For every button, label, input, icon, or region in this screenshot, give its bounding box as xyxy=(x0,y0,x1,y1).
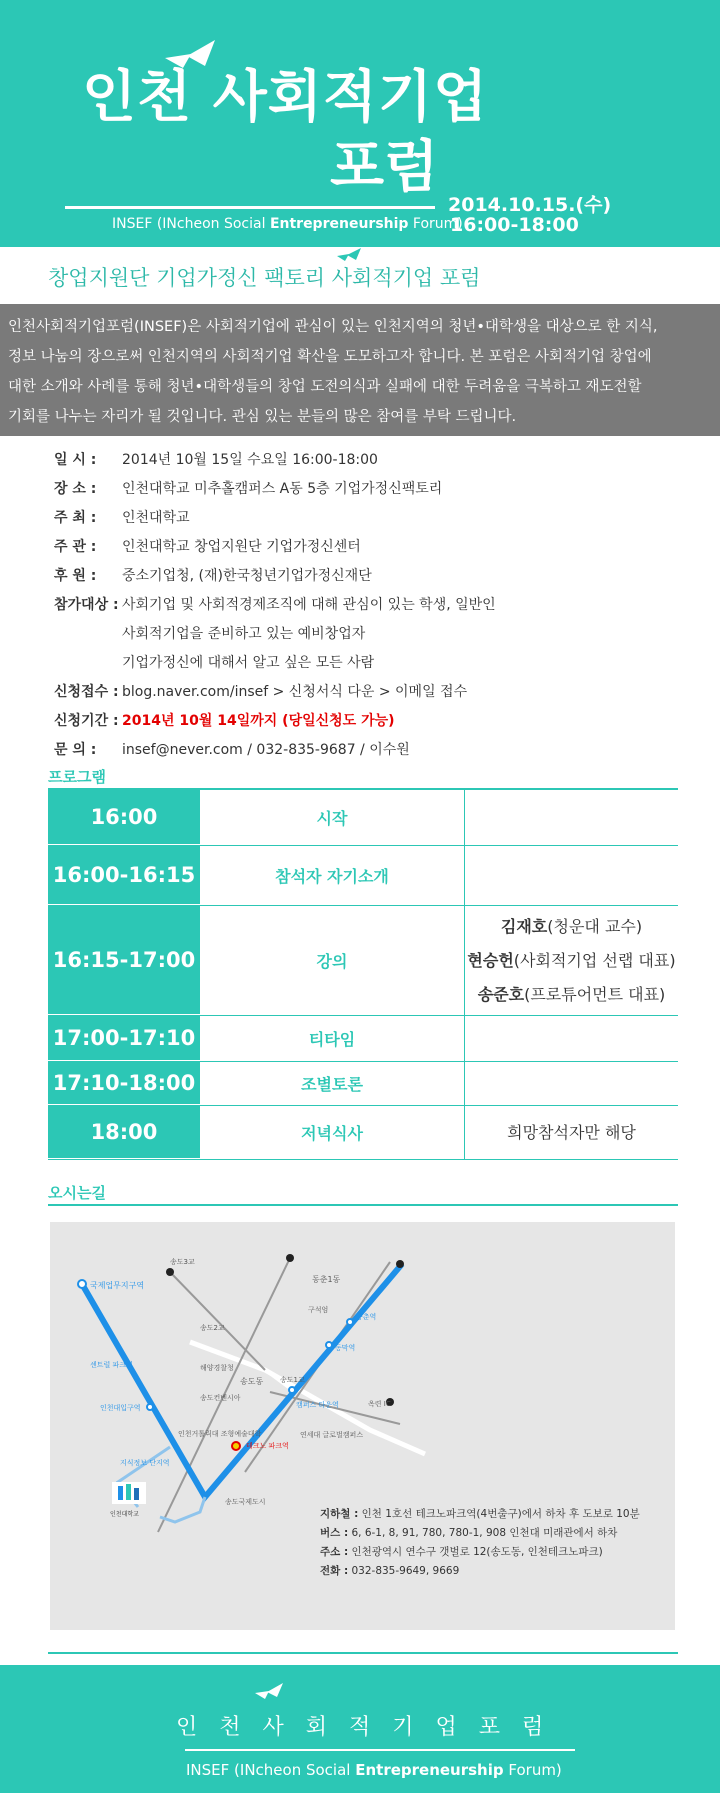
program-note: 희망참석자만 해당 xyxy=(507,1122,636,1142)
map-label: 지식정보 단지역 xyxy=(120,1459,170,1467)
footer-banner xyxy=(0,1665,720,1793)
program-activity: 티타임 xyxy=(200,1016,465,1061)
footer-subtitle: INSEF (INcheon Social Entrepreneurship Forum) xyxy=(186,1761,562,1779)
address-info: 주소 : 인천광역시 연수구 갯벌로 12(송도동, 인천테크노파크) xyxy=(320,1546,603,1558)
program-activity: 저녁식사 xyxy=(200,1106,465,1159)
map-label: 국제업무지구역 xyxy=(90,1281,145,1290)
map-label: 동춘1동 xyxy=(312,1275,341,1284)
phone-info: 전화 : 032-835-9649, 9669 xyxy=(320,1565,460,1577)
info-target-line: 기업가정신에 대해서 알고 싶은 모든 사람 xyxy=(122,655,375,671)
footer-line xyxy=(185,1749,575,1751)
footer-title: 인천사회적기업포럼 xyxy=(176,1715,566,1740)
speaker: 김재호(청운대 교수) xyxy=(500,916,643,936)
info-target: 참가대상 : 사회기업 및 사회적경제조직에 대해 관심이 있는 학생, 일반인 xyxy=(54,597,496,613)
info-organizer: 주 관 : 인천대학교 창업지원단 기업가정신센터 xyxy=(54,539,361,555)
info-target-line: 사회적기업을 준비하고 있는 예비창업자 xyxy=(122,626,366,642)
map-label: 해양경찰청 xyxy=(200,1364,234,1372)
map-label: 인천대입구역 xyxy=(100,1404,141,1412)
info-host: 주 최 : 인천대학교 xyxy=(54,510,190,526)
table-row xyxy=(48,790,678,846)
map-label: 송도동 xyxy=(240,1377,264,1386)
subway-info: 지하철 : 인천 1호선 테크노파크역(4번출구)에서 하차 후 도보로 10분 xyxy=(320,1508,640,1520)
forum-title: 창업지원단 기업가정신 팩토리 사회적기업 포럼 xyxy=(48,262,480,292)
directions-text xyxy=(320,1505,640,1581)
header-subtitle: INSEF (INcheon Social Entrepreneurship Forum) xyxy=(112,216,463,232)
map-label: 송도3교 xyxy=(170,1258,195,1266)
map-label: 인천대학교 xyxy=(110,1511,139,1518)
speaker: 송준호(프로튜어먼트 대표) xyxy=(477,984,666,1004)
speaker-list xyxy=(465,906,678,1015)
map-label: 연세대 글로벌캠퍼스 xyxy=(300,1431,364,1439)
intro-line: 기회를 나누는 자리가 될 것입니다. 관심 있는 분들의 많은 참여를 부탁 드립니다. xyxy=(8,409,517,425)
table-row xyxy=(48,906,678,1016)
intro-line: 대한 소개와 사례를 통해 청년•대학생들의 창업 도전의식과 실패에 대한 두려움을 극복하고 재도전할 xyxy=(8,379,642,395)
program-time: 17:00-17:10 xyxy=(48,1016,200,1061)
directions-heading: 오시는길 xyxy=(48,1184,106,1202)
title-underline xyxy=(65,206,435,209)
table-row xyxy=(48,1016,678,1062)
map-label: 동춘역 xyxy=(356,1313,377,1321)
program-time: 17:10-18:00 xyxy=(48,1062,200,1105)
map-label: 송도1교 xyxy=(280,1376,305,1384)
footer-bird-icon xyxy=(255,1683,289,1705)
footer-divider xyxy=(48,1652,678,1654)
map-label: 인천거톨릭대 조형예술대학 xyxy=(178,1430,262,1438)
table-row xyxy=(48,1106,678,1160)
intro-line: 인천사회적기업포럼(INSEF)은 사회적기업에 관심이 있는 인천지역의 청년•대학생을 대상으로 한 지식, xyxy=(8,319,658,335)
info-place: 장 소 : 인천대학교 미추홀캠퍼스 A동 5층 기업가정신팩토리 xyxy=(54,481,443,497)
main-title-line1: 인천 사회적기업 xyxy=(82,65,489,130)
info-sponsor: 후 원 : 중소기업청, (재)한국청년기업가정신재단 xyxy=(54,568,372,584)
intro-band xyxy=(0,304,720,436)
apply-link[interactable]: blog.naver.com/insef > 신청서식 다운 > 이메일 접수 xyxy=(122,684,468,700)
program-note xyxy=(465,1062,678,1105)
location-map xyxy=(50,1222,675,1630)
program-time: 16:00-16:15 xyxy=(48,846,200,905)
map-label: 동막역 xyxy=(335,1344,356,1352)
info-apply: 신청접수 : blog.naver.com/insef > 신청서식 다운 > 이메일 접수 xyxy=(54,678,496,707)
map-label: 송도컨벤시아 xyxy=(200,1394,241,1402)
program-note xyxy=(465,790,678,845)
program-activity: 강의 xyxy=(200,906,465,1015)
contact-email[interactable]: insef@never.com xyxy=(122,742,243,758)
program-activity: 참석자 자기소개 xyxy=(200,846,465,905)
program-activity: 조별토론 xyxy=(200,1062,465,1105)
small-bird-icon xyxy=(337,248,365,266)
map-label: 구석엄 xyxy=(308,1306,329,1314)
map-label: 캠퍼스 타운역 xyxy=(296,1401,339,1409)
program-time: 16:00 xyxy=(48,790,200,845)
info-period: 신청기간 : 2014년 10월 14일까지 (당일신청도 가능) xyxy=(54,713,395,729)
map-label: 송도2교 xyxy=(200,1324,225,1332)
info-date: 일 시 : 2014년 10월 15일 수요일 16:00-18:00 xyxy=(54,452,378,468)
map-label: 테크노 파크역 xyxy=(246,1442,289,1450)
bus-info: 버스 : 6, 6-1, 8, 91, 780, 780-1, 908 인천대 미래관에서 하차 xyxy=(320,1527,618,1539)
map-label: 센트럴 파크역 xyxy=(90,1361,133,1369)
event-time: 16:00-18:00 xyxy=(450,214,579,236)
info-contact: 문 의 : insef@never.com / 032-835-9687 / 이수원 xyxy=(54,736,496,765)
table-row xyxy=(48,1062,678,1106)
event-info-list xyxy=(54,446,496,765)
program-note xyxy=(465,846,678,905)
directions-heading-line xyxy=(48,1204,678,1206)
map-label: 송도국제도시 xyxy=(225,1498,266,1506)
main-title-line2: 포럼 xyxy=(330,135,439,200)
program-note xyxy=(465,1016,678,1061)
event-date: 2014.10.15.(수) xyxy=(448,194,612,216)
program-heading: 프로그램 xyxy=(48,768,106,786)
map-label: 옥련 IC xyxy=(368,1400,391,1408)
intro-line: 정보 나눔의 장으로써 인천지역의 사회적기업 확산을 도모하고자 합니다. 본 포럼은 사회적기업 창업에 xyxy=(8,349,652,365)
header-banner xyxy=(0,0,720,247)
program-time: 16:15-17:00 xyxy=(48,906,200,1015)
table-row xyxy=(48,846,678,906)
speaker: 현승헌(사회적기업 선랩 대표) xyxy=(467,950,676,970)
program-activity: 시작 xyxy=(200,790,465,845)
program-time: 18:00 xyxy=(48,1106,200,1159)
